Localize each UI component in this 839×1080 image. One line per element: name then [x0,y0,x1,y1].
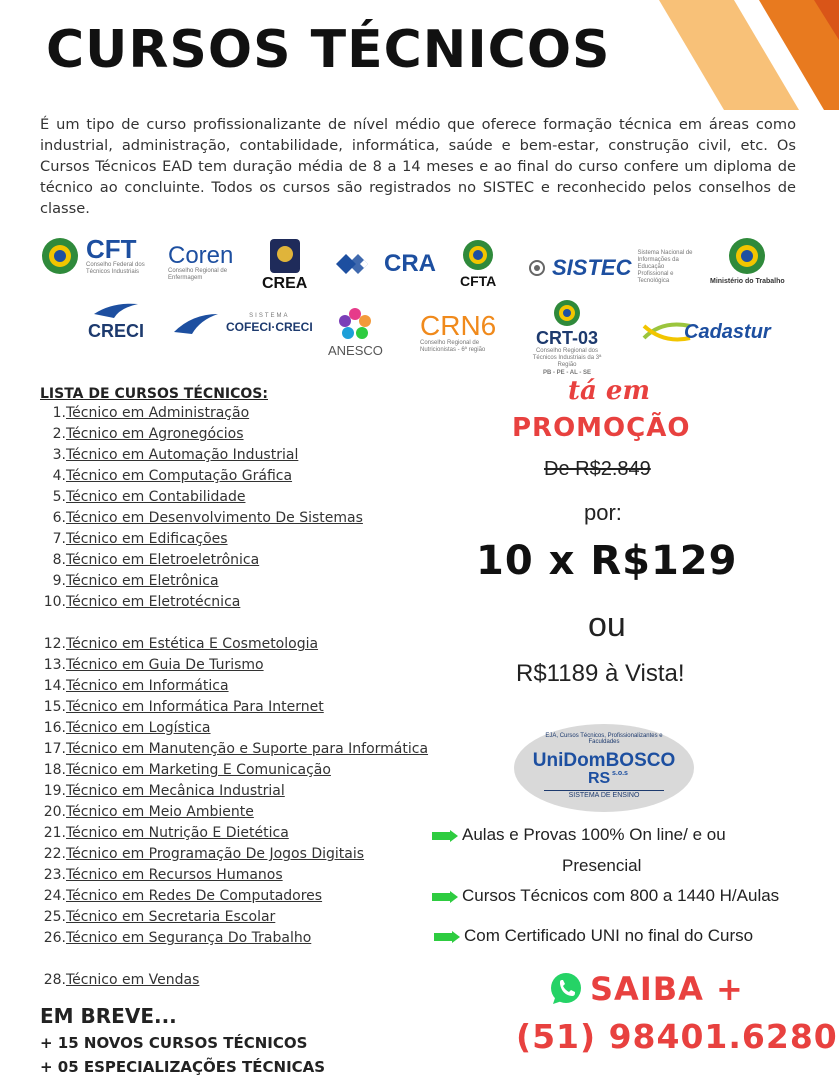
course-number: 21. [43,825,66,841]
course-item[interactable] [40,468,292,484]
course-item[interactable] [40,720,211,736]
course-number: 18. [43,762,66,778]
course-item[interactable] [40,594,240,610]
course-number: 3. [52,447,66,463]
bird-icon [92,300,140,320]
green-arrow-icon [432,891,458,903]
course-item[interactable] [40,972,199,988]
course-number: 19. [43,783,66,799]
course-item[interactable] [40,741,428,757]
brazil-emblem-icon [40,236,80,276]
course-name[interactable]: Técnico em Computação Gráfica [66,468,293,484]
course-item[interactable] [40,888,322,904]
ministerio-logo: Ministério do Trabalho [710,236,785,285]
course-name[interactable]: Técnico em Marketing E Comunicação [66,762,331,778]
course-number: 15. [43,699,66,715]
course-number: 20. [43,804,66,820]
course-number: 28. [43,972,66,988]
bullet-hours: Cursos Técnicos com 800 a 1440 H/Aulas [432,886,779,906]
em-breve-line-2: + 05 ESPECIALIZAÇÕES TÉCNICAS [40,1058,326,1076]
intro-paragraph: É um tipo de curso profissionalizante de nível médio que oferece formação técnica em áreas como industrial, administração, contabilidade, informática, saúde e bem-estar, construção civil, etc. Os Cursos Técnicos EAD tem duração média de 8 a 14 meses e ao final do curso confere um diploma de técnico ao concluinte. Todos os cursos são registrados no SISTEC e reconhecido pelos conselhos de classe. [40,116,796,217]
anesco-logo: ANESCO [328,306,383,357]
course-number: 6. [52,510,66,526]
course-name[interactable]: Técnico em Redes De Computadores [66,888,323,904]
course-item[interactable] [40,846,364,862]
course-item[interactable] [40,909,275,925]
course-name[interactable]: Técnico em Administração [66,405,250,421]
course-name[interactable]: Técnico em Eletrônica [66,573,219,589]
cra-logo: CRA [334,250,436,278]
course-number: 5. [52,489,66,505]
course-name[interactable]: Técnico em Automação Industrial [66,447,299,463]
course-name[interactable]: Técnico em Agronegócios [66,426,244,442]
course-item[interactable] [40,426,244,442]
course-item[interactable] [40,552,259,568]
course-number: 7. [52,531,66,547]
course-item[interactable] [40,783,285,799]
course-number: 23. [43,867,66,883]
course-item[interactable] [40,657,264,673]
crn6-logo: CRN6 Conselho Regional de Nutricionistas - 6ª região [420,310,497,353]
saiba-mais[interactable]: SAIBA + [548,970,744,1008]
course-name[interactable]: Técnico em Edificações [66,531,228,547]
anesco-flower-icon [335,306,375,342]
course-number: 4. [52,468,66,484]
course-number: 25. [43,909,66,925]
course-item[interactable] [40,930,311,946]
course-name[interactable]: Técnico em Eletroeletrônica [66,552,260,568]
course-name[interactable]: Técnico em Contabilidade [66,489,246,505]
course-item[interactable] [40,825,289,841]
course-name[interactable]: Técnico em Logística [66,720,211,736]
course-item[interactable] [40,573,219,589]
cft-logo: CFT Conselho Federal dos Técnicos Industriais [40,236,160,276]
course-item[interactable] [40,405,249,421]
page-title: CURSOS TÉCNICOS [46,20,611,80]
crt03-logo: CRT-03 Conselho Regional dos Técnicos Industriais da 3ª Região PB - PE - AL - SE [530,298,604,377]
whatsapp-icon [548,971,584,1007]
course-name[interactable]: Técnico em Nutrição E Dietética [66,825,289,841]
sistec-logo: SISTEC Sistema Nacional de Informações da Educação Profissional e Tecnológica [528,250,695,285]
creci-logo: CRECI [88,300,144,340]
old-price: De R$2.849 [544,458,651,480]
course-name[interactable]: Técnico em Desenvolvimento De Sistemas [66,510,363,526]
course-name[interactable]: Técnico em Secretaria Escolar [66,909,276,925]
course-name[interactable]: Técnico em Manutenção e Suporte para Informática [66,741,429,757]
brazil-emblem-icon [461,238,495,272]
course-item[interactable] [40,699,324,715]
phone-number[interactable]: (51) 98401.6280 [516,1017,838,1056]
bird-icon [172,310,220,336]
course-name[interactable]: Técnico em Recursos Humanos [66,867,283,883]
course-number: 26. [43,930,66,946]
green-arrow-icon [434,931,460,943]
course-item[interactable] [40,762,331,778]
bullet-online: Aulas e Provas 100% On line/ e ou [432,825,726,845]
crea-logo: CREA [262,238,307,292]
promo-ou: ou [588,606,626,644]
course-name[interactable]: Técnico em Vendas [66,972,200,988]
course-number: 22. [43,846,66,862]
course-number: 13. [43,657,66,673]
course-number: 12. [43,636,66,652]
promo-ta-em: tá em [568,376,650,406]
course-item[interactable] [40,636,318,652]
course-item[interactable] [40,804,254,820]
course-name[interactable]: Técnico em Eletrotécnica [66,594,241,610]
course-item[interactable] [40,531,228,547]
course-number: 1. [52,405,66,421]
corner-stripes [639,0,839,110]
cash-price: R$1189 à Vista! [516,660,685,687]
course-number: 10. [43,594,66,610]
course-item[interactable] [40,867,283,883]
course-list-title: LISTA DE CURSOS TÉCNICOS: [40,386,268,402]
course-number: 16. [43,720,66,736]
promo-heading: PROMOÇÃO [512,413,691,443]
unidombosco-logo: EJA, Cursos Técnicos, Profissionalizantes e Faculdades UniDomBOSCO RS s.o.s SISTEMA DE ENSINO [514,724,694,812]
course-number: 8. [52,552,66,568]
brazil-emblem-icon [727,236,767,276]
course-name[interactable]: Técnico em Segurança Do Trabalho [66,930,312,946]
bullet-online-line-2: Presencial [562,856,642,875]
em-breve-heading: EM BREVE... [40,1004,177,1028]
course-name[interactable]: Técnico em Guia De Turismo [66,657,264,673]
cofeci-creci-logo: SISTEMA COFECI·CRECI [172,310,313,336]
bullet-certificate: Com Certificado UNI no final do Curso [434,926,753,946]
course-number: 14. [43,678,66,694]
installment-price: 10 x R$129 [476,538,738,584]
course-number: 24. [43,888,66,904]
sistec-gear-icon [528,259,546,277]
course-name[interactable]: Técnico em Informática Para Internet [66,699,324,715]
course-item[interactable] [40,489,245,505]
course-item[interactable] [40,678,229,694]
promo-por: por: [584,500,622,525]
course-name[interactable]: Técnico em Meio Ambiente [66,804,254,820]
coren-logo: Coren Conselho Regional de Enfermagem [168,242,234,281]
green-arrow-icon [432,830,458,842]
course-name[interactable]: Técnico em Estética E Cosmetologia [66,636,319,652]
course-name[interactable]: Técnico em Programação De Jogos Digitais [66,846,365,862]
course-number: 9. [52,573,66,589]
course-name[interactable]: Técnico em Informática [66,678,229,694]
course-number: 17. [43,741,66,757]
course-number: 2. [52,426,66,442]
course-name[interactable]: Técnico em Mecânica Industrial [66,783,285,799]
crea-shield-icon [267,238,303,274]
course-item[interactable] [40,447,298,463]
course-item[interactable] [40,510,363,526]
brazil-emblem-icon [552,298,582,328]
em-breve-line-1: + 15 NOVOS CURSOS TÉCNICOS [40,1034,308,1052]
cfta-logo: CFTA [460,238,496,288]
cadastur-logo: Cadastur [642,318,771,346]
cra-diamond-icon [334,252,378,276]
